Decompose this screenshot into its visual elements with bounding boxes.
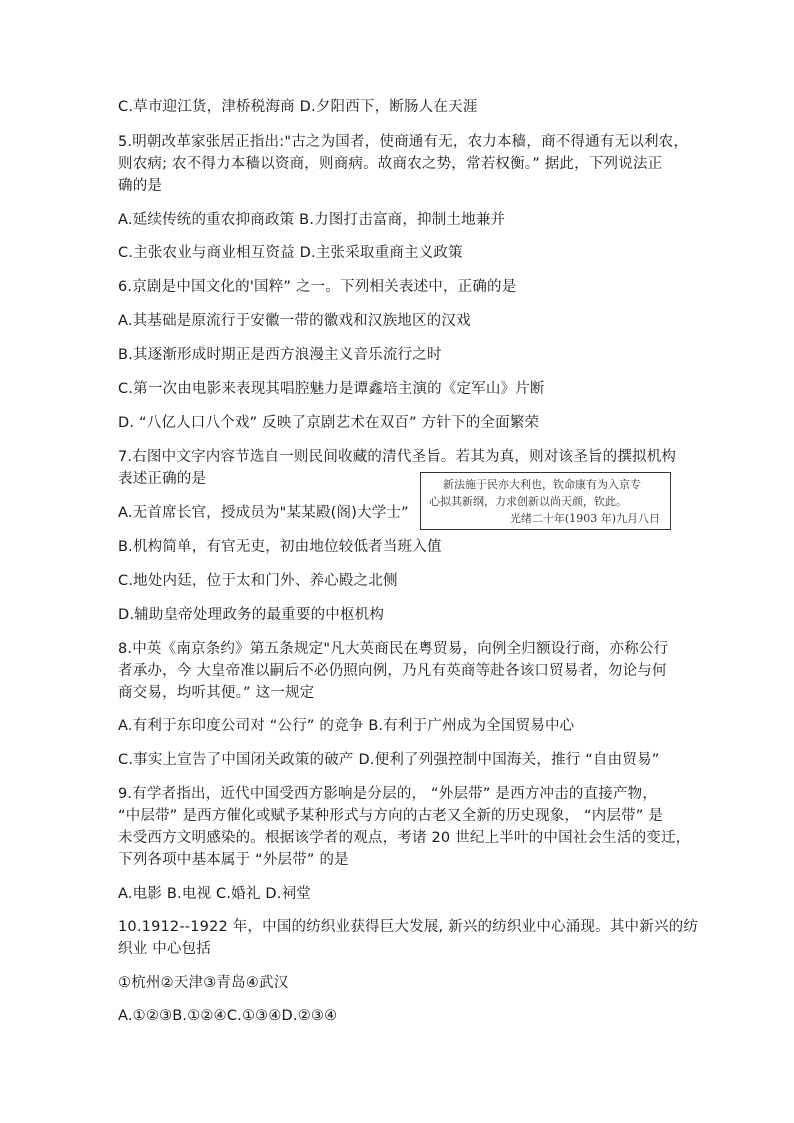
option-line: C.主张农业与商业相互资益 D.主张采取重商主义政策 xyxy=(118,245,463,261)
text-line: 未受西方文明感染的。根据该学者的观点，考诸 20 世纪上半叶的中国社会生活的变迁， xyxy=(118,830,691,846)
edict-text-line: 新法施于民亦大利也，钦命康有为入京专 xyxy=(443,478,641,491)
text-line: ①杭州②天津③青岛④武汉 xyxy=(118,975,289,991)
question-9-line: 9.有学者指出，近代中国受西方影响是分层的， “外层带” 是西方冲击的直接产物， xyxy=(118,786,658,802)
text-line: 表述正确的是 xyxy=(118,471,207,487)
option-line: A.其基础是原流行于安徽一带的徽戏和汉族地区的汉戏 xyxy=(118,313,471,329)
question-10-line: 10.1912--1922 年，中国的纺织业获得巨大发展, 新兴的纺织业中心涌现。其中新兴的纺 xyxy=(118,919,699,935)
edict-text-line: 心拟其新纲，力求创新以尚天颜，钦此。 xyxy=(429,495,627,508)
text-line: “中层带” 是西方催化或赋予某种形式与方向的古老又全新的历史现象， “内层带” 是 xyxy=(118,808,664,824)
option-line: C.事实上宣告了中国闭关政策的破产 D.便利了列强控制中国海关，推行 “自由贸易” xyxy=(118,752,660,768)
question-5-line: 5.明朝改革家张居正指出:"古之为国者，使商通有无，农力本穑，商不得通有无以利农， xyxy=(118,134,689,150)
option-line: B.机构简单，有官无吏，初由地位较低者当班入值 xyxy=(118,539,442,555)
text-line: 商交易，均听其便。” 这一规定 xyxy=(118,685,315,701)
option-line: D. “八亿人口八个戏” 反映了京剧艺术在双百” 方针下的全面繁荣 xyxy=(118,415,540,431)
option-line: B.其逐渐形成时期正是西方浪漫主义音乐流行之时 xyxy=(118,347,442,363)
edict-quote-box xyxy=(420,472,671,530)
text-line: 确的是 xyxy=(118,178,163,194)
option-line: A.延续传统的重农抑商政策 B.力图打击富商，抑制土地兼并 xyxy=(118,212,506,228)
text-line: 织业 中心包括 xyxy=(118,941,212,957)
option-line: D.辅助皇帝处理政务的最重要的中枢机构 xyxy=(118,607,385,623)
text-line: 下列各项中基本属于 “外层带” 的是 xyxy=(118,852,349,868)
text-line: 者承办，今 大皇帝准以嗣后不必仍照向例，乃凡有英商等赴各该口贸易者，勿论与何 xyxy=(118,663,667,679)
option-line: C.地处内廷，位于太和门外、养心殿之北侧 xyxy=(118,573,398,589)
option-line: A.电影 B.电视 C.婚礼 D.祠堂 xyxy=(118,886,311,902)
option-line: C.第一次由电影来表现其唱腔魅力是谭鑫培主演的《定军山》片断 xyxy=(118,381,545,397)
text-line: C.草市迎江货，津桥税海商 D.夕阳西下，断肠人在天涯 xyxy=(118,99,478,115)
option-line: A.①②③B.①②④C.①③④D.②③④ xyxy=(118,1008,338,1024)
question-7-line: 7.右图中文字内容节选自一则民间收藏的清代圣旨。若其为真，则对该圣旨的撰拟机构 xyxy=(118,449,677,465)
edict-date: 光绪二十年(1903 年)九月八日 xyxy=(509,512,660,525)
option-line: A.有利于东印度公司对 “公行” 的竞争 B.有利于广州成为全国贸易中心 xyxy=(118,718,575,734)
question-8-line: 8.中英《南京条约》第五条规定"凡大英商民在粤贸易，向例全归额设行商，亦称公行 xyxy=(118,641,669,657)
text-line: 则农病; 农不得力本穑以资商，则商病。故商农之势，常若权衡。” 据此，下列说法正 xyxy=(118,156,663,172)
option-line: A.无首席长官，授成员为"某某殿(阁)大学士” xyxy=(118,505,409,521)
question-6-line: 6.京剧是中国文化的'国粹” 之一。下列相关表述中，正确的是 xyxy=(118,279,517,295)
